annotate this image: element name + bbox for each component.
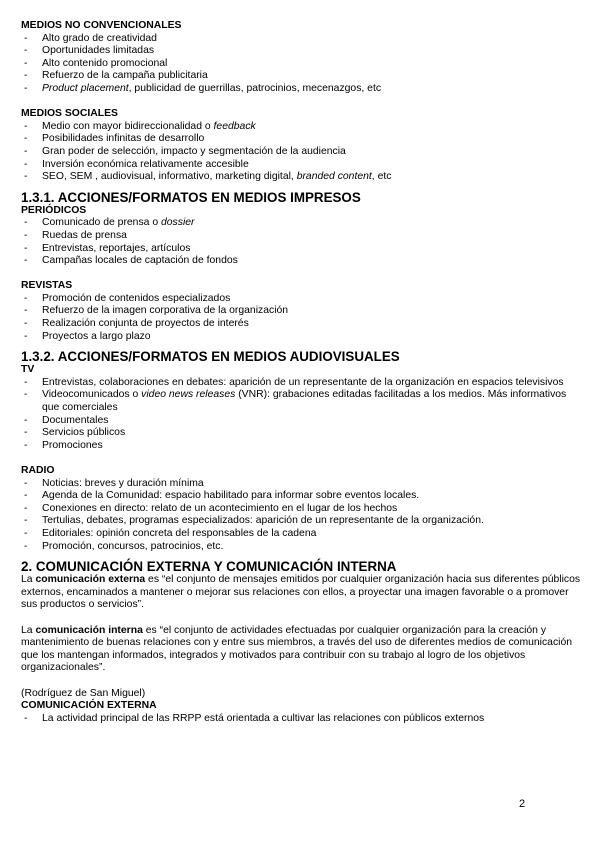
list-item: - Realización conjunta de proyectos de interés [21,318,581,331]
italic-term: Product placement [42,82,129,94]
list-radio [21,478,581,554]
list-item: - Refuerzo de la campaña publicitaria [21,70,581,83]
list-item: - Posibilidades infinitas de desarrollo [21,133,581,146]
list-medios-no-convencionales [21,33,581,96]
list-item: - Editoriales: opinión concreta del responsables de la cadena [21,528,581,541]
list-item: - Tertulias, debates, programas especializados: aparición de un representante de la organización. [21,515,581,528]
heading-section-1-3-1: 1.3.1. ACCIONES/FORMATOS EN MEDIOS IMPRESOS [21,189,361,205]
page-number: 2 [519,798,526,810]
paragraph-comunicacion-interna [21,625,581,675]
item-text: Medio con mayor bidireccionalidad o [42,120,214,132]
italic-term: dossier [161,217,195,229]
list-item [21,83,581,96]
list-item: - Alto contenido promocional [21,58,581,71]
list-item: - Inversión económica relativamente accesible [21,159,581,172]
list-periodicos [21,217,581,267]
list-item: - Proyectos a largo plazo [21,331,581,344]
list-item: - Promoción de contenidos especializados [21,293,581,306]
list-item: - Promoción, concursos, patrocinios, etc. [21,541,581,554]
list-item [21,217,581,230]
list-revistas [21,293,581,343]
paragraph-comunicacion-externa [21,574,581,612]
list-item: - Ruedas de prensa [21,230,581,243]
item-text: (VNR): grabaciones editadas facilitadas a los medios. Más informativos que comerciales [42,389,567,414]
item-text: SEO, SEM , audiovisual, informativo, marketing digital, [42,171,297,183]
list-item: - La actividad principal de las RRPP está orientada a cultivar las relaciones con públicos externos [21,713,581,726]
heading-comunicacion-externa: COMUNICACIÓN EXTERNA [21,700,157,712]
list-item: - Entrevistas, reportajes, artículos [21,243,581,256]
heading-section-1-3-2: 1.3.2. ACCIONES/FORMATOS EN MEDIOS AUDIOVISUALES [21,349,400,365]
list-item: - Oportunidades limitadas [21,45,581,58]
heading-radio: RADIO [21,465,55,476]
bold-term: comunicación externa [35,574,146,586]
document-page [21,20,581,725]
list-medios-sociales [21,121,581,184]
item-text: Videocomunicados o [42,389,142,401]
heading-medios-no-convencionales: MEDIOS NO CONVENCIONALES [21,20,182,31]
list-item: - Refuerzo de la imagen corporativa de la organización [21,305,581,318]
para-text: La [21,574,36,586]
list-comunicacion-externa [21,713,581,726]
italic-term: feedback [213,120,256,132]
heading-periodicos: PERIÓDICOS [21,204,87,216]
para-text: es “el conjunto de mensajes emitidos por cualquier organización hacia sus diferentes públicos externos, encaminados a mantener o mejorar sus relaciones con ellos, a proyectar una imagen favorable o a promover sus productos o servicios”. [21,574,581,611]
list-tv [21,377,581,453]
list-item: - Entrevistas, colaboraciones en debates: aparición de un representante de la organización en espacios televisivos [21,377,581,390]
italic-term: video news releases [141,389,236,401]
heading-section-2: 2. COMUNICACIÓN EXTERNA Y COMUNICACIÓN INTERNA [21,559,397,575]
list-item: - Servicios públicos [21,427,581,440]
list-item [21,121,581,134]
item-text: , publicidad de guerrillas, patrocinios, mecenazgos, etc [128,82,382,94]
list-item [21,389,581,414]
list-item: - Gran poder de selección, impacto y segmentación de la audiencia [21,146,581,159]
list-item: - Campañas locales de captación de fondos [21,255,581,268]
item-text: Comunicado de prensa o [42,217,161,229]
list-item: - Noticias: breves y duración mínima [21,478,581,491]
heading-revistas: REVISTAS [21,280,73,292]
item-text: , etc [371,171,392,183]
para-text: La [21,624,36,636]
list-item: - Alto grado de creatividad [21,33,581,46]
list-item: - Agenda de la Comunidad: espacio habilitado para informar sobre eventos locales. [21,490,581,503]
heading-medios-sociales: MEDIOS SOCIALES [21,108,118,120]
list-item [21,171,581,184]
citation: (Rodríguez de San Miguel) [21,687,146,699]
list-item: - Conexiones en directo: relato de un acontecimiento en el lugar de los hechos [21,503,581,516]
bold-term: comunicación interna [35,624,143,636]
heading-tv: TV [21,364,35,376]
list-item: - Documentales [21,415,581,428]
list-item: - Promociones [21,440,581,453]
para-text: es “el conjunto de actividades efectuadas por cualquier organización para la creación y mantenimiento de buenas relaciones con y entre sus miembros, a través del uso de diferentes medios de comunicación que los mantengan informados, integrados y motivados para contribuir con su trabajo al logro de los objetivos organizacionales”. [21,624,573,674]
italic-term: branded content [296,171,372,183]
